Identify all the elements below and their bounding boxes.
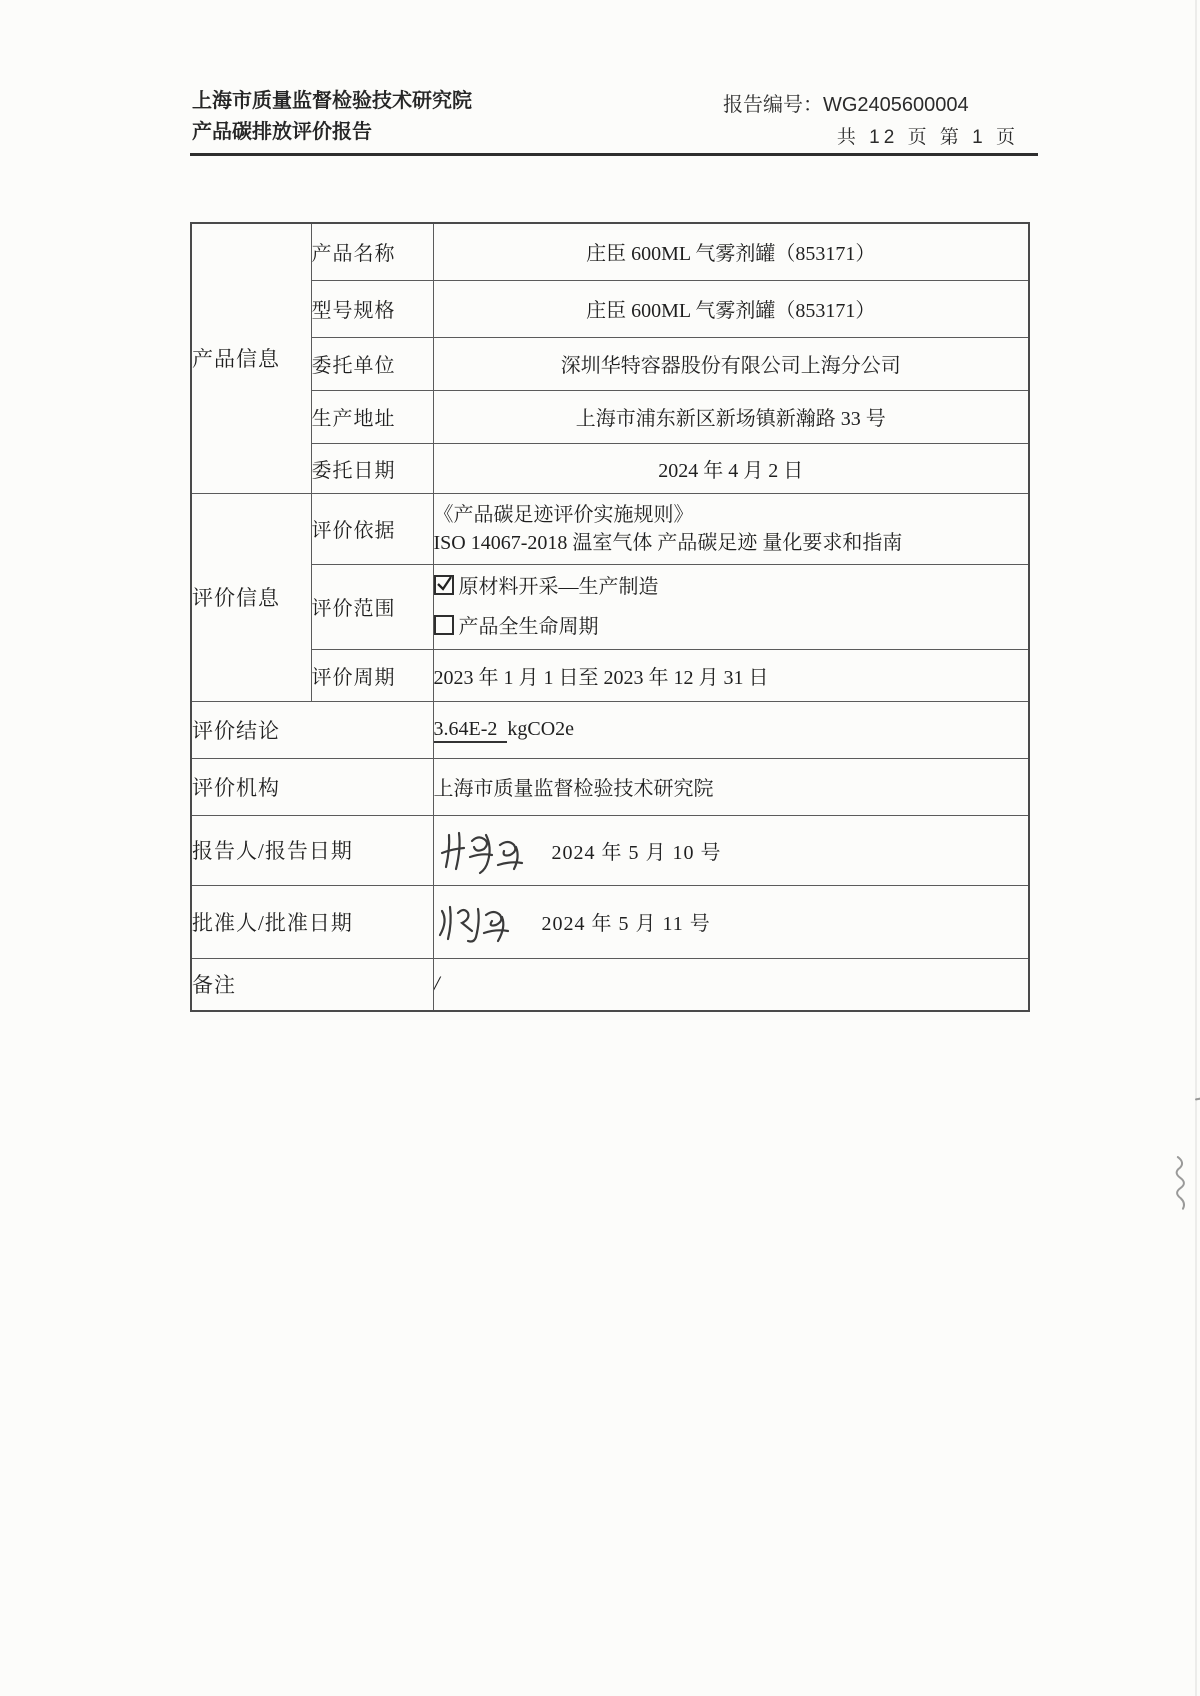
table-row — [191, 223, 1029, 280]
header-right — [723, 88, 1043, 149]
page-edge-handwriting-mark — [1168, 1088, 1196, 1253]
header-divider — [190, 153, 1038, 156]
field-label-remark: 备注 — [191, 958, 433, 1011]
field-label-model-spec: 型号规格 — [311, 280, 433, 337]
field-label-reporter: 报告人/报告日期 — [191, 815, 433, 885]
evaluation-basis-line2: ISO 14067-2018 温室气体 产品碳足迹 量化要求和指南 — [433, 531, 903, 554]
field-value-evaluation-basis — [433, 493, 1029, 564]
page-count: 共 12 页 第 1 页 — [836, 127, 1019, 148]
field-label-evaluation-scope: 评价范围 — [311, 564, 433, 649]
checked-checkbox-icon — [434, 575, 454, 595]
field-value-client: 深圳华特容器股份有限公司上海分公司 — [433, 337, 1029, 390]
doc-title: 产品碳排放评价报告 — [192, 121, 372, 143]
field-value-approver — [433, 885, 1029, 958]
table-row — [191, 958, 1029, 1011]
conclusion-value: 3.64E-2 — [434, 718, 508, 743]
scope-option-checked — [434, 567, 1029, 607]
evaluation-basis-line1: 《产品碳足迹评价实施规则》 — [433, 503, 694, 526]
field-value-model-spec: 庄臣 600ML 气雾剂罐（853171） — [433, 280, 1029, 337]
field-label-evaluation-period: 评价周期 — [311, 649, 433, 701]
approver-signature-icon — [434, 897, 524, 947]
unchecked-checkbox-icon — [434, 615, 454, 635]
field-label-production-address: 生产地址 — [311, 390, 433, 443]
field-label-product-name: 产品名称 — [311, 223, 433, 280]
scope-option-unchecked-text: 产品全生命周期 — [458, 615, 599, 638]
field-label-approver: 批准人/批准日期 — [191, 885, 433, 958]
field-label-commission-date: 委托日期 — [311, 443, 433, 493]
table-row — [191, 443, 1029, 493]
scope-option-unchecked — [434, 607, 1029, 647]
field-label-client: 委托单位 — [311, 337, 433, 390]
evaluation-info-group-label: 评价信息 — [191, 493, 311, 701]
header-left — [192, 86, 472, 148]
field-value-conclusion — [433, 701, 1029, 758]
field-value-production-address: 上海市浦东新区新场镇新瀚路 33 号 — [433, 390, 1029, 443]
field-value-commission-date: 2024 年 4 月 2 日 — [433, 443, 1029, 493]
reporter-signature-icon — [434, 823, 534, 877]
table-row — [191, 337, 1029, 390]
table-row — [191, 815, 1029, 885]
scope-option-checked-text: 原材料开采—生产制造 — [458, 575, 659, 598]
table-row — [191, 493, 1029, 564]
table-row — [191, 885, 1029, 958]
table-row — [191, 564, 1029, 649]
table-row — [191, 280, 1029, 337]
table-row — [191, 390, 1029, 443]
conclusion-unit: kgCO2e — [507, 718, 575, 740]
table-row — [191, 758, 1029, 815]
table-row — [191, 701, 1029, 758]
product-info-group-label: 产品信息 — [191, 223, 311, 493]
field-value-reporter — [433, 815, 1029, 885]
field-value-product-name: 庄臣 600ML 气雾剂罐（853171） — [433, 223, 1029, 280]
field-value-agency: 上海市质量监督检验技术研究院 — [433, 758, 1029, 815]
table-row — [191, 649, 1029, 701]
field-value-evaluation-scope — [433, 564, 1029, 649]
org-name: 上海市质量监督检验技术研究院 — [192, 90, 472, 112]
field-label-agency: 评价机构 — [191, 758, 433, 815]
scan-page-edge — [1195, 0, 1197, 1696]
field-value-evaluation-period: 2023 年 1 月 1 日至 2023 年 12 月 31 日 — [433, 649, 1029, 701]
field-label-conclusion: 评价结论 — [191, 701, 433, 758]
report-number: 报告编号：WG2405600004 — [723, 94, 969, 116]
field-value-remark: / — [433, 958, 1029, 1011]
approval-date: 2024 年 5 月 11 号 — [541, 913, 711, 935]
report-date: 2024 年 5 月 10 号 — [551, 841, 722, 864]
report-summary-table — [190, 222, 1028, 1012]
field-label-evaluation-basis: 评价依据 — [311, 493, 433, 564]
